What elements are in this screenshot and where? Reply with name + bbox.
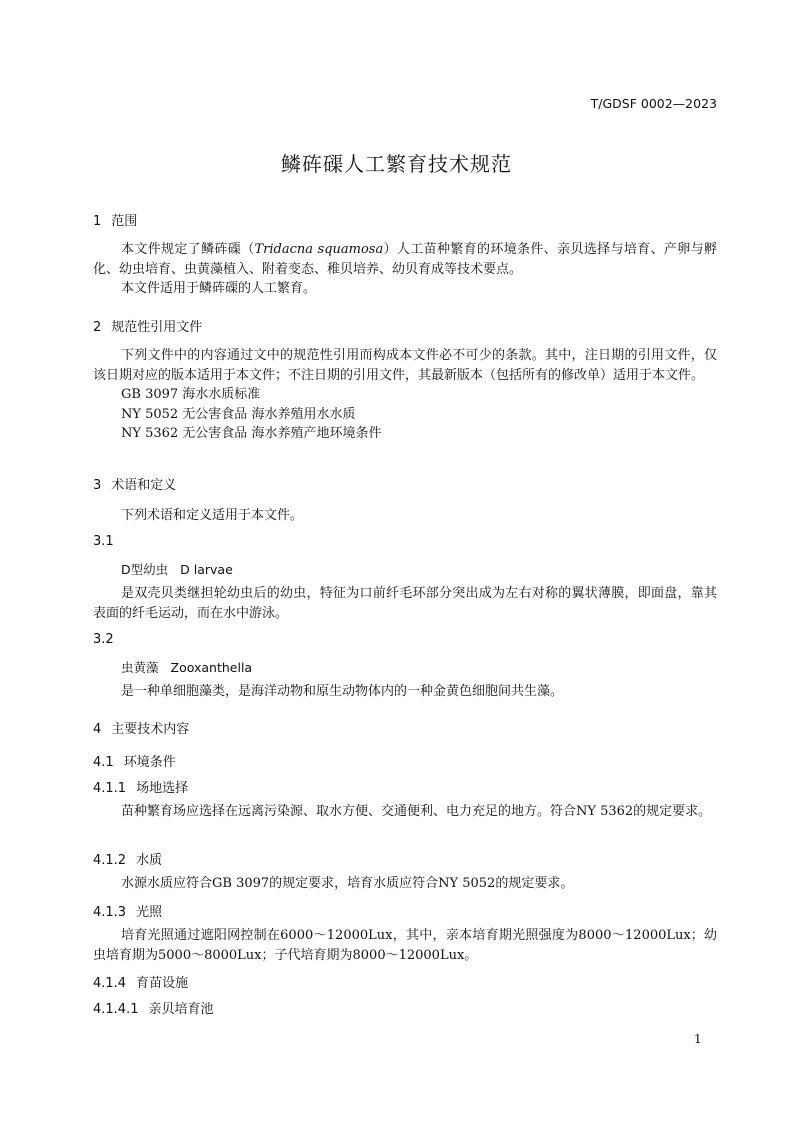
reference-item: NY 5052 无公害食品 海水养殖用水水质 [121,406,356,422]
section-number: 4.1.4 [93,976,127,991]
section-number: 4 [93,722,102,737]
section-3-heading [93,474,717,493]
terms-intro-block [93,506,717,526]
term-chinese: D型幼虫 [121,562,169,577]
scope-paragraph [93,240,717,279]
subsection-4-1-2-heading [93,849,717,868]
subsection-4-1-4-heading [93,972,717,991]
terms-intro: 下列术语和定义适用于本文件。 [121,508,304,523]
section-title: 光照 [136,905,163,920]
section-title: 术语和定义 [111,478,177,493]
section-number: 4.1 [93,755,114,770]
term-3-2-number: 3.2 [93,632,114,647]
subsection-4-1-heading [93,751,717,770]
page-number: 1 [694,1032,702,1046]
section-number: 2 [93,320,102,335]
section-title: 场地选择 [136,781,189,796]
term-3-2-title [93,658,745,676]
subsection-4-1-3-heading [93,901,717,920]
references-intro: 下列文件中的内容通过文中的规范性引用而构成本文件必不可少的条款。其中，注日期的引用文件，仅该日期对应的版本适用于本文件；不注日期的引用文件，其最新版本（包括所有的修改单）适用于本文件。 [93,348,717,383]
scope-text-b: ）人工苗种繁育的环境条件、亲贝选择与培育、产卵与孵化、幼虫培育、虫黄藻植入、附着变态、稚贝培养、幼贝育成等技术要点。 [93,242,717,277]
section-title: 主要技术内容 [111,722,190,737]
subsection-4-1-1-body [93,802,717,822]
section-title: 范围 [111,214,138,229]
subsection-4-1-1-heading [93,777,717,796]
section-1-body [93,240,717,299]
section-1-heading [93,210,717,229]
section-2-heading [93,316,717,335]
section-number: 3 [93,478,102,493]
section-number: 1 [93,214,102,229]
site-selection-text: 苗种繁育场应选择在远离污染源、取水方便、交通便利、电力充足的地方。符合NY 5362的规定要求。 [121,804,712,819]
species-latin-name: Tridacna squamosa [254,242,384,257]
subsection-4-1-4-1-heading [93,998,717,1017]
reference-item: GB 3097 海水水质标准 [121,387,261,402]
section-4-heading [93,718,717,737]
water-quality-text: 水源水质应符合GB 3097的规定要求，培育水质应符合NY 5052的规定要求。 [121,876,574,891]
reference-item: NY 5362 无公害食品 海水养殖产地环境条件 [121,426,382,441]
subsection-4-1-3-body [93,926,717,965]
term-english: D larvae [180,562,233,577]
term-3-1-number: 3.1 [93,534,114,549]
document-title: 鳞砗磲人工繁育技术规范 [281,152,512,176]
term-3-1-title [93,560,745,578]
scope-applicability: 本文件适用于鳞砗磲的人工繁育。 [121,281,317,296]
term-definition: 是双壳贝类继担轮幼虫后的幼虫，特征为口前纤毛环部分突出成为左右对称的翼状薄膜，即面盘，靠其表面的纤毛运动，而在水中游泳。 [93,586,717,621]
section-title: 水质 [136,853,163,868]
term-3-2-definition [93,682,717,702]
section-number: 4.1.3 [93,905,127,920]
section-title: 育苗设施 [136,976,189,991]
term-definition: 是一种单细胞藻类，是海洋动物和原生动物体内的一种金黄色细胞间共生藻。 [121,684,564,699]
section-number: 4.1.1 [93,781,127,796]
subsection-4-1-2-body [93,874,717,894]
term-english: Zooxanthella [170,660,253,675]
section-number: 4.1.2 [93,853,127,868]
section-title: 环境条件 [123,755,176,770]
section-2-body [93,346,717,444]
term-3-1-definition [93,584,717,623]
document-code: T/GDSF 0002—2023 [590,96,717,111]
lighting-text: 培育光照通过遮阳网控制在6000～12000Lux，其中，亲本培育期光照强度为8000～12000Lux；幼虫培育期为5000～8000Lux；子代培育期为8000～12000Lux。 [93,928,717,963]
section-title: 亲贝培育池 [148,1002,214,1017]
section-title: 规范性引用文件 [111,320,203,335]
scope-text-a: 本文件规定了鳞砗磲（ [121,242,255,257]
section-number: 4.1.4.1 [93,1002,139,1017]
term-chinese: 虫黄藻 [121,660,159,675]
